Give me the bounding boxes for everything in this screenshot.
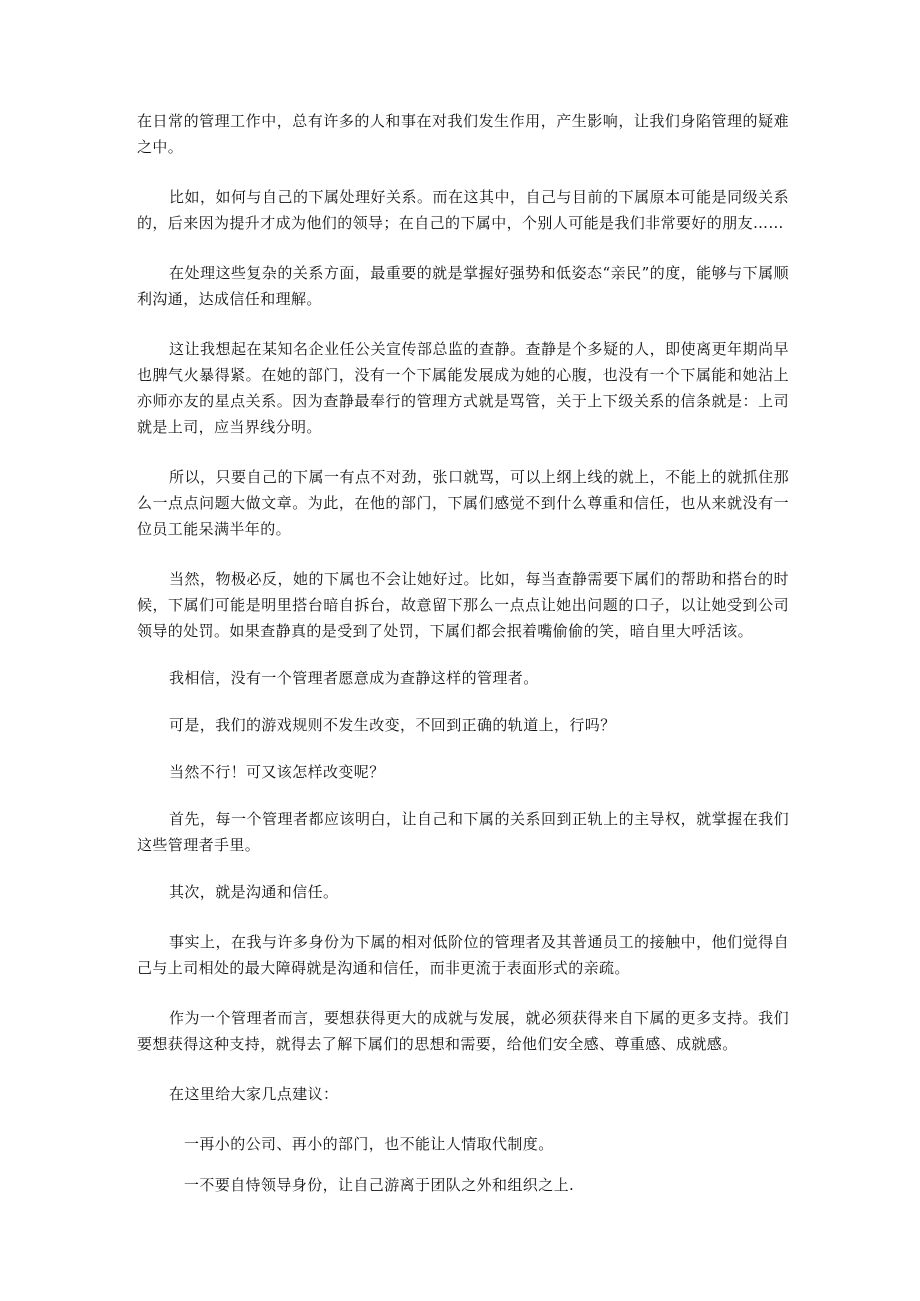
paragraph-example: 比如，如何与自己的下属处理好关系。而在这其中，自己与目前的下属原本可能是同级关系的，后来因为提升才成为他们的领导；在自己的下属中，个别人可能是我们非常要好的朋友…… bbox=[137, 188, 789, 232]
paragraph-belief: 我相信，没有一个管理者愿意成为查静这样的管理者。 bbox=[169, 669, 539, 687]
paragraph-balance: 在处理这些复杂的关系方面，最重要的就是掌握好强势和低姿态“亲民”的度，能够与下属顺利沟通，达成信任和理解。 bbox=[137, 264, 789, 308]
paragraph-answer: 当然不行！可又该怎样改变呢？ bbox=[169, 763, 385, 781]
paragraph-support: 作为一个管理者而言，要想获得更大的成就与发展，就必须获得来自下属的更多支持。我们要想获得这种支持，就得去了解下属们的思想和需要，给他们安全感、尊重感、成就感。 bbox=[137, 1009, 789, 1053]
paragraph-backlash: 当然，物极必反，她的下属也不会让她好过。比如，每当查静需要下属们的帮助和搭台的时候，下属们可能是明里搭台暗自拆台，故意留下那么一点点让她出问题的口子，以让她受到公司领导的处罚。如果查静真的是受到了处罚，下属们都会抿着嘴偷偷的笑，暗自里大呼活该。 bbox=[137, 570, 789, 640]
paragraph-first-point: 首先，每一个管理者都应该明白，让自己和下属的关系回到正轨上的主导权，就掌握在我们这些管理者手里。 bbox=[137, 810, 789, 854]
document-page bbox=[137, 108, 789, 1198]
paragraph-fact: 事实上，在我与许多身份为下属的相对低阶位的管理者及其普通员工的接触中，他们觉得自己与上司相处的最大障碍就是沟通和信任，而非更流于表面形式的亲疏。 bbox=[137, 933, 789, 977]
paragraph-story: 这让我想起在某知名企业任公关宣传部总监的查静。查静是个多疑的人，即使离更年期尚早也脾气火暴得紧。在她的部门，没有一个下属能发展成为她的心腹，也没有一个下属能和她沾上亦师亦友的星点关系。因为查静最奉行的管理方式就是骂管，关于上下级关系的信条就是：上司就是上司，应当界线分明。 bbox=[137, 340, 789, 436]
paragraph-suggestions-intro: 在这里给大家几点建议： bbox=[169, 1085, 339, 1103]
paragraph-intro: 在日常的管理工作中，总有许多的人和事在对我们发生作用，产生影响，让我们身陷管理的疑难之中。 bbox=[137, 112, 789, 156]
list-item: 一不要自恃领导身份，让自己游离于团队之外和组织之上. bbox=[184, 1176, 575, 1194]
list-item: 一再小的公司、再小的部门，也不能让人情取代制度。 bbox=[184, 1135, 554, 1153]
paragraph-second-point: 其次，就是沟通和信任。 bbox=[169, 883, 339, 901]
paragraph-question: 可是，我们的游戏规则不发生改变，不回到正确的轨道上，行吗？ bbox=[169, 716, 616, 734]
paragraph-consequence: 所以，只要自己的下属一有点不对劲，张口就骂，可以上纲上线的就上，不能上的就抓住那么一点点问题大做文章。为此，在他的部门，下属们感觉不到什么尊重和信任，也从来就没有一位员工能呆满半年的。 bbox=[137, 468, 789, 538]
